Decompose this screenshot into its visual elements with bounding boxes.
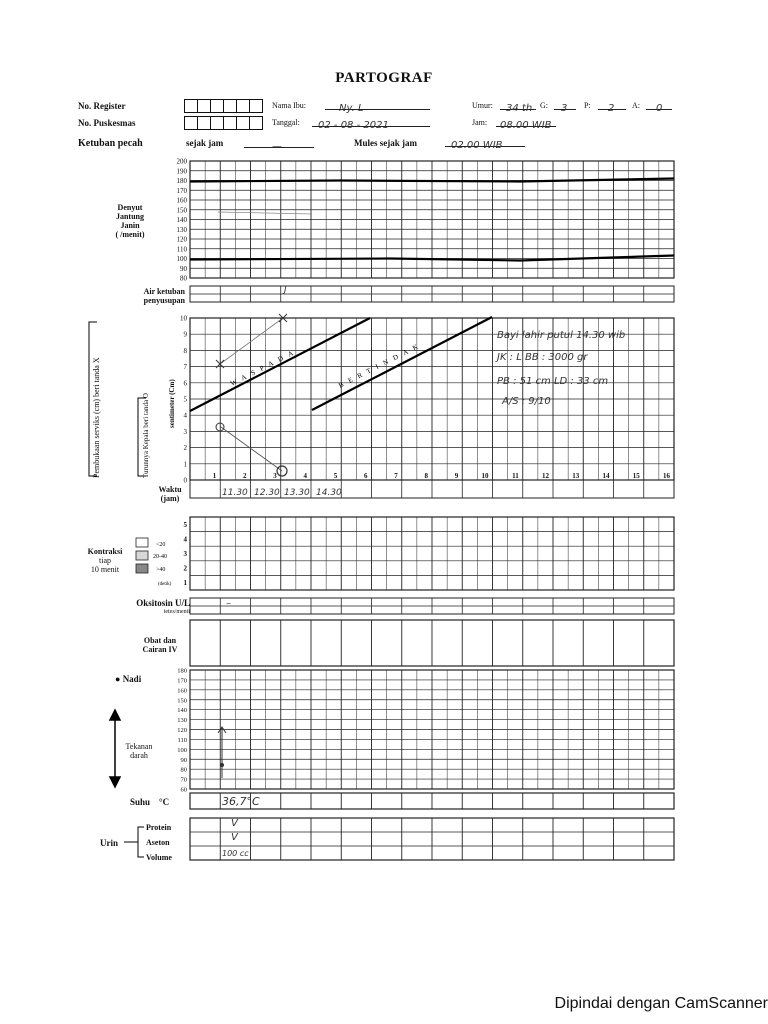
p-field[interactable]: 2 [598, 98, 626, 110]
no-puskesmas-label: No. Puskesmas [78, 118, 136, 128]
urin-aseton-value: V [231, 832, 238, 843]
page-title: PARTOGRAF [335, 70, 433, 86]
legend-lt20: <20 [156, 542, 166, 548]
vitals-tick: 140 [177, 707, 187, 715]
suhu-label: Suhu °C [130, 797, 170, 807]
urin-aseton-label: Aseton [146, 838, 170, 847]
sejak-jam-field[interactable]: — [244, 136, 314, 148]
jam-label: Jam: [472, 118, 488, 127]
legend-gt40: >40 [156, 567, 166, 573]
hour-tick: 14 [602, 472, 610, 480]
vitals-tick: 60 [180, 786, 187, 794]
waktu-label: Waktu (jam) [158, 485, 182, 503]
birth-note-4: A/S : 9/10 [502, 396, 551, 407]
vitals-tick: 120 [177, 727, 187, 734]
vitals-tick: 80 [180, 766, 187, 774]
djj-tick: 90 [180, 264, 187, 273]
mules-field[interactable]: 02.00 WIB [445, 135, 525, 147]
urin-bracket [124, 827, 144, 857]
djj-tick: 200 [176, 157, 187, 166]
djj-tick: 80 [180, 274, 187, 283]
camscanner-footer: Dipindai dengan CamScanner [554, 995, 768, 1012]
hour-tick: 16 [663, 472, 670, 480]
urin-protein-label: Protein [146, 823, 172, 832]
sentimeter-axis-label: sentimeter (Cm) [168, 379, 176, 428]
mules-label: Mules sejak jam [354, 138, 417, 148]
turunnya-kepala-label: Turunnya Kepala beri tanda O [142, 393, 150, 478]
cervix-tick: 9 [183, 330, 187, 339]
djj-tick: 170 [176, 186, 187, 195]
umur-label: Umur: [472, 101, 493, 110]
djj-tick: 130 [176, 225, 187, 234]
pembukaan-serviks-label: Pembukaan serviks (cm) beri tanda X [92, 357, 101, 478]
a-label: A: [632, 101, 640, 110]
legend-20-40: 20-40 [153, 554, 167, 560]
hour-tick: 11 [512, 472, 519, 480]
bertindak-text: BERTINDAK [337, 339, 425, 390]
tanggal-label: Tanggal: [272, 118, 300, 127]
cervix-tick: 6 [183, 379, 187, 388]
vitals-tick: 150 [177, 697, 187, 705]
hour-tick: 12 [542, 472, 549, 480]
oksitosin-value: – [226, 598, 231, 609]
cervix-tick: 1 [183, 460, 187, 469]
obat-label: Obat dan Cairan IV [142, 636, 178, 654]
tanggal-field[interactable]: 02 - 08 - 2021 [312, 115, 430, 127]
urin-label: Urin [100, 838, 118, 848]
g-field[interactable]: 3 [554, 98, 576, 110]
vitals-tick: 170 [177, 677, 187, 685]
g-label: G: [540, 101, 548, 110]
nama-ibu-label: Nama Ibu: [272, 101, 306, 110]
air-ketuban-label: Air ketuban penyusupan [143, 287, 185, 305]
djj-label: Denyut Jantung Janin ( /menit) [115, 203, 145, 239]
time-cell-3: 13.30 [284, 488, 310, 498]
vitals-tick: 70 [180, 776, 187, 784]
vitals-tick: 110 [177, 736, 187, 744]
time-cell-2: 12.30 [254, 488, 280, 498]
kontraksi-tick: 4 [183, 535, 187, 544]
birth-note-3: PB : 51 cm LD : 33 cm [497, 376, 609, 387]
urin-volume-value: 100 cc [222, 849, 249, 858]
vitals-tick: 130 [177, 717, 187, 725]
a-field[interactable]: 0 [646, 98, 672, 110]
hour-tick: 5 [333, 472, 338, 480]
hour-tick: 15 [632, 472, 640, 480]
djj-tick: 150 [176, 206, 187, 215]
tekanan-arrow [110, 710, 120, 787]
cervix-tick: 7 [183, 363, 187, 372]
hour-tick: 2 [243, 472, 247, 480]
umur-field[interactable]: 34 th [500, 98, 536, 110]
cervix-tick: 2 [183, 444, 187, 453]
kontraksi-tick: 2 [183, 564, 187, 573]
vitals-tick: 90 [180, 756, 187, 764]
hour-tick: 9 [454, 472, 459, 480]
hour-tick: 4 [303, 472, 307, 480]
djj-tick: 110 [176, 245, 187, 254]
nadi-label: ● Nadi [115, 674, 142, 684]
kontraksi-label: Kontraksi tiap 10 menit [87, 547, 123, 574]
hour-tick: 8 [424, 472, 428, 480]
birth-note-1: Bayi lahir putul 14.30 wib [497, 330, 626, 341]
urin-volume-label: Volume [146, 853, 172, 862]
legend-box-dark [136, 564, 148, 573]
nama-ibu-field[interactable]: Ny. L [325, 98, 430, 110]
oksitosin-label: Oksitosin U/L tetes/menit [136, 598, 190, 615]
vitals-tick: 180 [177, 667, 187, 675]
hour-tick: 6 [364, 472, 368, 480]
djj-tick: 180 [176, 177, 187, 185]
djj-tick: 160 [176, 196, 187, 205]
no-register-label: No. Register [78, 101, 126, 111]
hour-tick: 1 [212, 472, 217, 480]
time-cell-1: 11.30 [222, 488, 248, 498]
legend-detik: (detik) [158, 582, 172, 587]
cervix-tick: 4 [183, 411, 187, 420]
djj-tick: 100 [176, 255, 187, 263]
sejak-jam-label: sejak jam [186, 138, 224, 148]
waspada-text: WASPADA [229, 346, 300, 388]
kontraksi-tick: 1 [183, 579, 187, 588]
ketuban-pecah-label: Ketuban pecah [78, 138, 143, 149]
legend-box-hatched [136, 551, 148, 560]
air-ketuban-value: J [284, 285, 287, 295]
urin-protein-value: V [231, 818, 238, 829]
waspada-line [190, 318, 370, 411]
time-cell-4: 14.30 [316, 488, 342, 498]
djj-tick: 140 [176, 216, 187, 224]
vitals-tick: 100 [177, 746, 187, 754]
hour-tick: 13 [572, 472, 580, 480]
djj-pencil-mark [218, 212, 312, 214]
legend-box-light [136, 538, 148, 547]
kontraksi-tick: 5 [183, 520, 187, 529]
jam-field[interactable]: 08.00 WIB [496, 115, 556, 127]
kontraksi-tick: 3 [183, 550, 187, 558]
head-descent-line [221, 427, 282, 471]
cervix-tick: 8 [183, 346, 187, 355]
p-label: P: [584, 101, 591, 110]
suhu-value: 36,7°C [222, 795, 260, 808]
djj-tick: 120 [176, 235, 187, 244]
hour-tick: 7 [394, 472, 398, 480]
hour-tick: 3 [273, 472, 277, 480]
djj-tick: 190 [176, 167, 187, 176]
cervix-tick: 0 [183, 476, 187, 485]
vitals-tick: 160 [177, 687, 187, 695]
bp-mark [218, 727, 226, 778]
cervix-tick: 3 [183, 427, 187, 436]
birth-note-2: JK : L BB : 3000 gr [497, 352, 588, 363]
hour-tick: 10 [481, 472, 489, 480]
cervix-tick: 5 [183, 395, 187, 404]
tekanan-darah-label: Tekanan darah [125, 742, 153, 760]
cervix-tick: 10 [180, 314, 187, 323]
